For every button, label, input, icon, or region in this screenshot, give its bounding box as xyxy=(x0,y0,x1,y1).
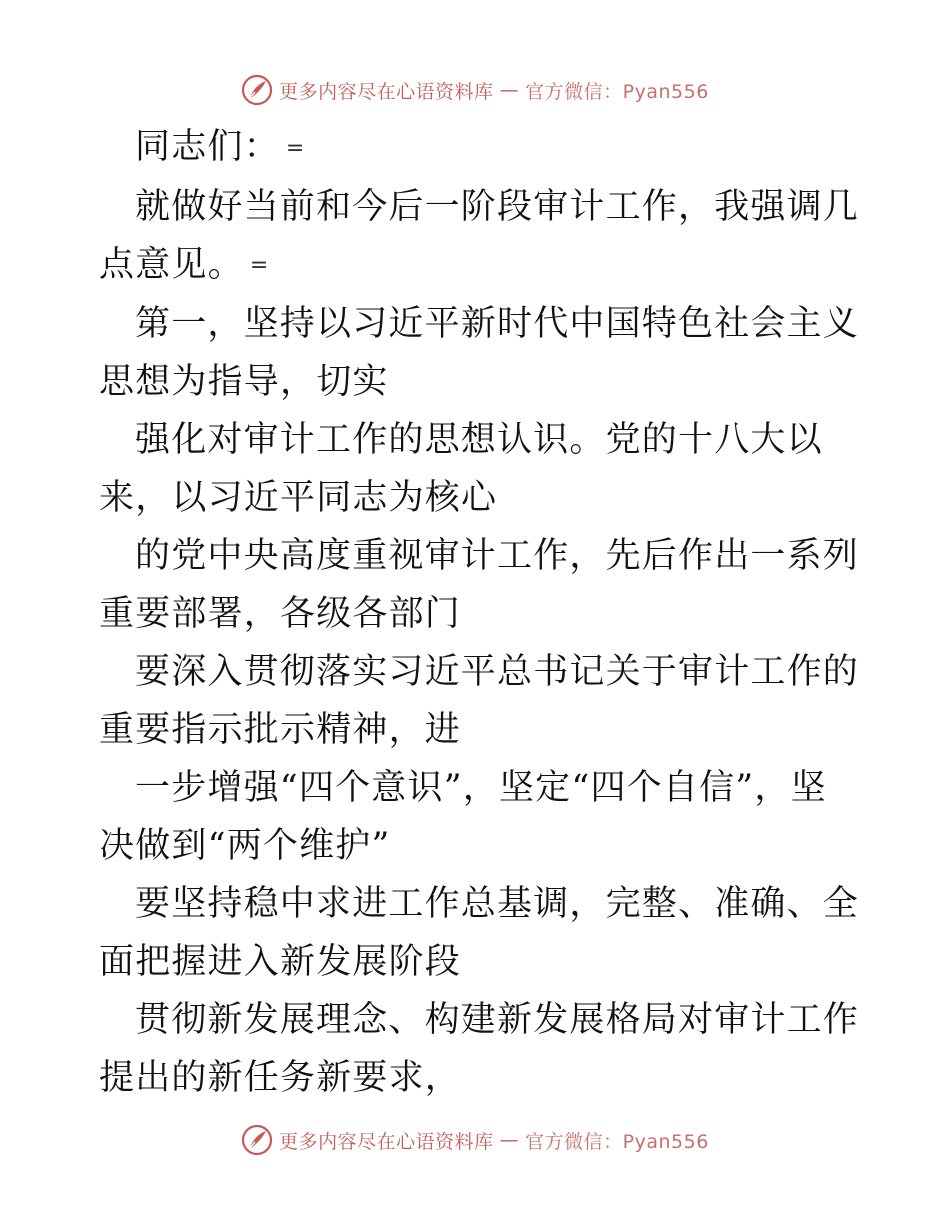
paragraph: 的党中央高度重视审计工作，先后作出一系列重要部署，各级各部门 xyxy=(99,536,860,634)
footer-separator: — xyxy=(499,1129,520,1151)
paragraph: 强化对审计工作的思想认识。党的十八大以来，以习近平同志为核心 xyxy=(99,420,823,518)
paragraph: 要坚持稳中求进工作总基调，完整、准确、全面把握进入新发展阶段 xyxy=(99,884,860,982)
paragraph: 贯彻新发展理念、构建新发展格局对审计工作提出的新任务新要求， xyxy=(99,1000,860,1098)
paragraph-text: 同志们： xyxy=(135,127,280,167)
footer-brand-text: 更多内容尽在心语资料库 xyxy=(279,1130,494,1153)
page-header xyxy=(0,70,950,110)
header-separator: — xyxy=(499,79,520,101)
paragraph: 第一，坚持以习近平新时代中国特色社会主义思想为指导，切实 xyxy=(99,304,860,402)
paragraph: 一步增强“四个意识”，坚定“四个自信”，坚决做到“两个维护” xyxy=(99,768,827,866)
paragraph-mark-icon: = xyxy=(285,135,305,161)
page-footer xyxy=(0,1120,950,1160)
feather-pen-logo-icon xyxy=(241,1124,273,1156)
header-brand[interactable] xyxy=(241,74,709,106)
footer-wechat-text: 官方微信：Pyan556 xyxy=(525,1130,709,1153)
paragraph: 要深入贯彻落实习近平总书记关于审计工作的重要指示批示精神，进 xyxy=(99,652,860,750)
paragraph-intro xyxy=(99,178,859,296)
header-brand-text: 更多内容尽在心语资料库 xyxy=(279,80,494,103)
feather-pen-logo-icon xyxy=(241,74,273,106)
paragraph-text: 就做好当前和今后一阶段审计工作，我强调几点意见。 xyxy=(99,186,860,285)
paragraph-mark-icon: = xyxy=(249,253,269,278)
paragraph-salutation xyxy=(99,118,859,178)
document-body xyxy=(99,118,859,1107)
header-wechat-text: 官方微信：Pyan556 xyxy=(525,80,709,103)
footer-brand[interactable] xyxy=(241,1124,709,1156)
